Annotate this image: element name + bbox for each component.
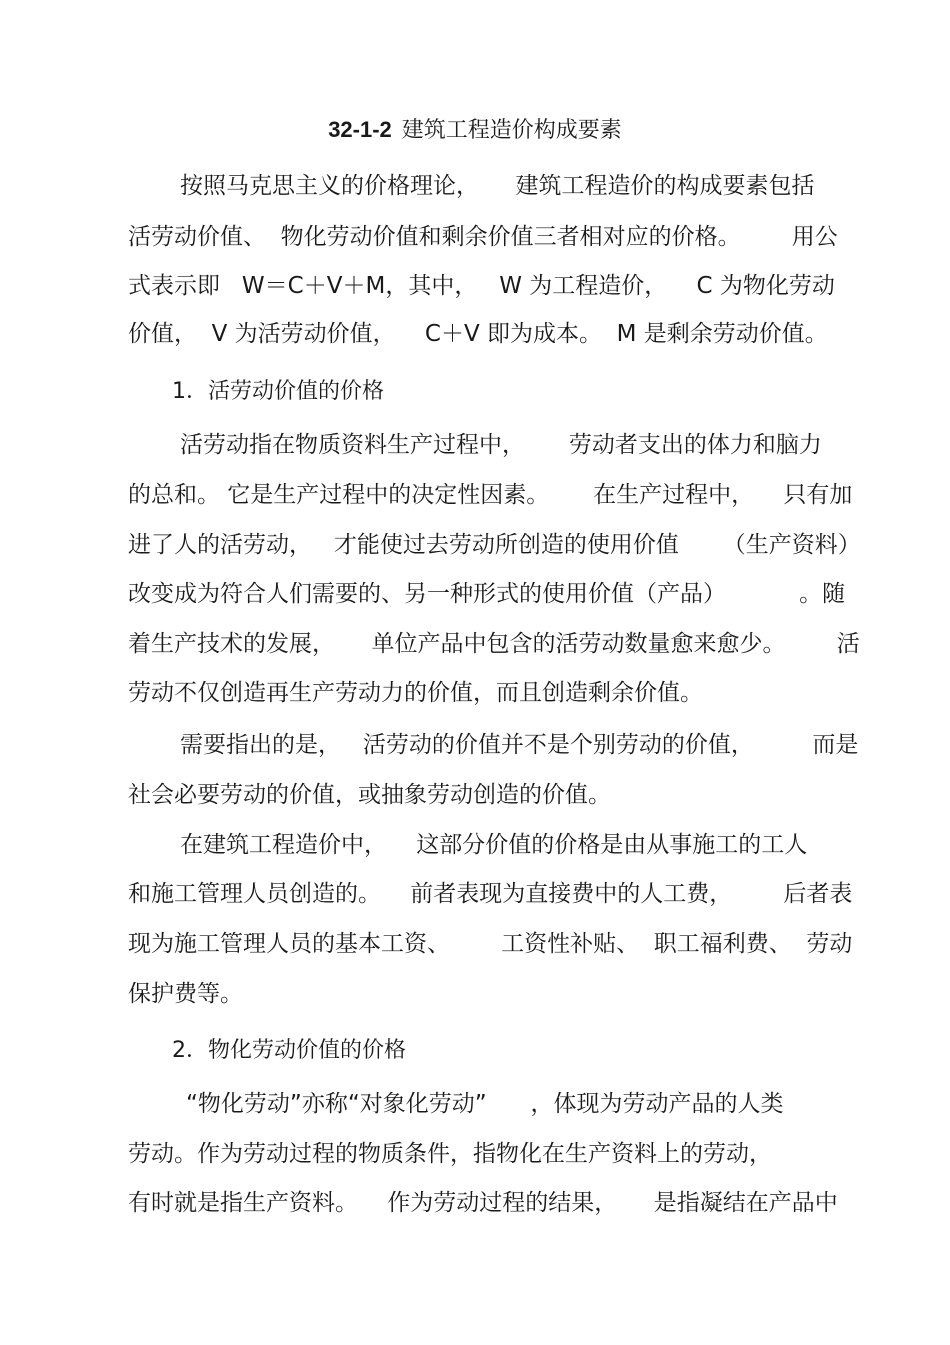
paragraph-line: 进了人的活劳动， 才能使过去劳动所创造的使用价值 （生产资料） xyxy=(128,532,861,558)
paragraph-line: 社会必要劳动的价值，或抽象劳动创造的价值。 xyxy=(128,782,611,808)
section-number: 32-1-2 xyxy=(328,117,392,142)
paragraph-line: 和施工管理人员创造的。 前者表现为直接费中的人工费， 后者表 xyxy=(128,881,853,907)
paragraph-line: 改变成为符合人们需要的、另一种形式的使用价值（产品） 。随 xyxy=(128,581,846,607)
paragraph-line: 保护费等。 xyxy=(128,981,243,1007)
document-title xyxy=(0,116,950,145)
paragraph-line: 有时就是指生产资料。 作为劳动过程的结果， 是指凝结在产品中 xyxy=(128,1190,838,1216)
paragraph-line: 劳动。作为劳动过程的物质条件，指物化在生产资料上的劳动， xyxy=(128,1141,772,1167)
paragraph-line: 现为施工管理人员的基本工资、 工资性补贴、 职工福利费、 劳动 xyxy=(128,931,853,957)
paragraph-line: 式表示即 W＝C＋V＋M，其中， W 为工程造价， C 为物化劳动 xyxy=(128,273,835,299)
paragraph-line: 在建筑工程造价中， 这部分价值的价格是由从事施工的工人 xyxy=(180,832,808,858)
section-heading: 2．物化劳动价值的价格 xyxy=(172,1038,406,1063)
paragraph-line: 需要指出的是， 活劳动的价值并不是个别劳动的价值， 而是 xyxy=(180,732,859,758)
section-heading: 1．活劳动价值的价格 xyxy=(172,379,384,404)
paragraph-line: “物化劳动”亦称“对象化劳动” ，体现为劳动产品的人类 xyxy=(186,1091,784,1117)
paragraph-line: 劳动不仅创造再生产劳动力的价值，而且创造剩余价值。 xyxy=(128,680,703,706)
paragraph-line: 活劳动指在物质资料生产过程中， 劳动者支出的体力和脑力 xyxy=(180,432,822,458)
paragraph-line: 的总和。 它是生产过程中的决定性因素。 在生产过程中， 只有加 xyxy=(128,482,853,508)
title-text: 建筑工程造价构成要素 xyxy=(401,118,622,143)
paragraph-line: 着生产技术的发展， 单位产品中包含的活劳动数量愈来愈少。 活 xyxy=(128,631,860,657)
paragraph-line: 价值， V 为活劳动价值， C＋V 即为成本。 M 是剩余劳动价值。 xyxy=(128,321,828,347)
paragraph-line: 按照马克思主义的价格理论， 建筑工程造价的构成要素包括 xyxy=(180,173,815,199)
paragraph-line: 活劳动价值、 物化劳动价值和剩余价值三者相对应的价格。 用公 xyxy=(128,224,838,250)
